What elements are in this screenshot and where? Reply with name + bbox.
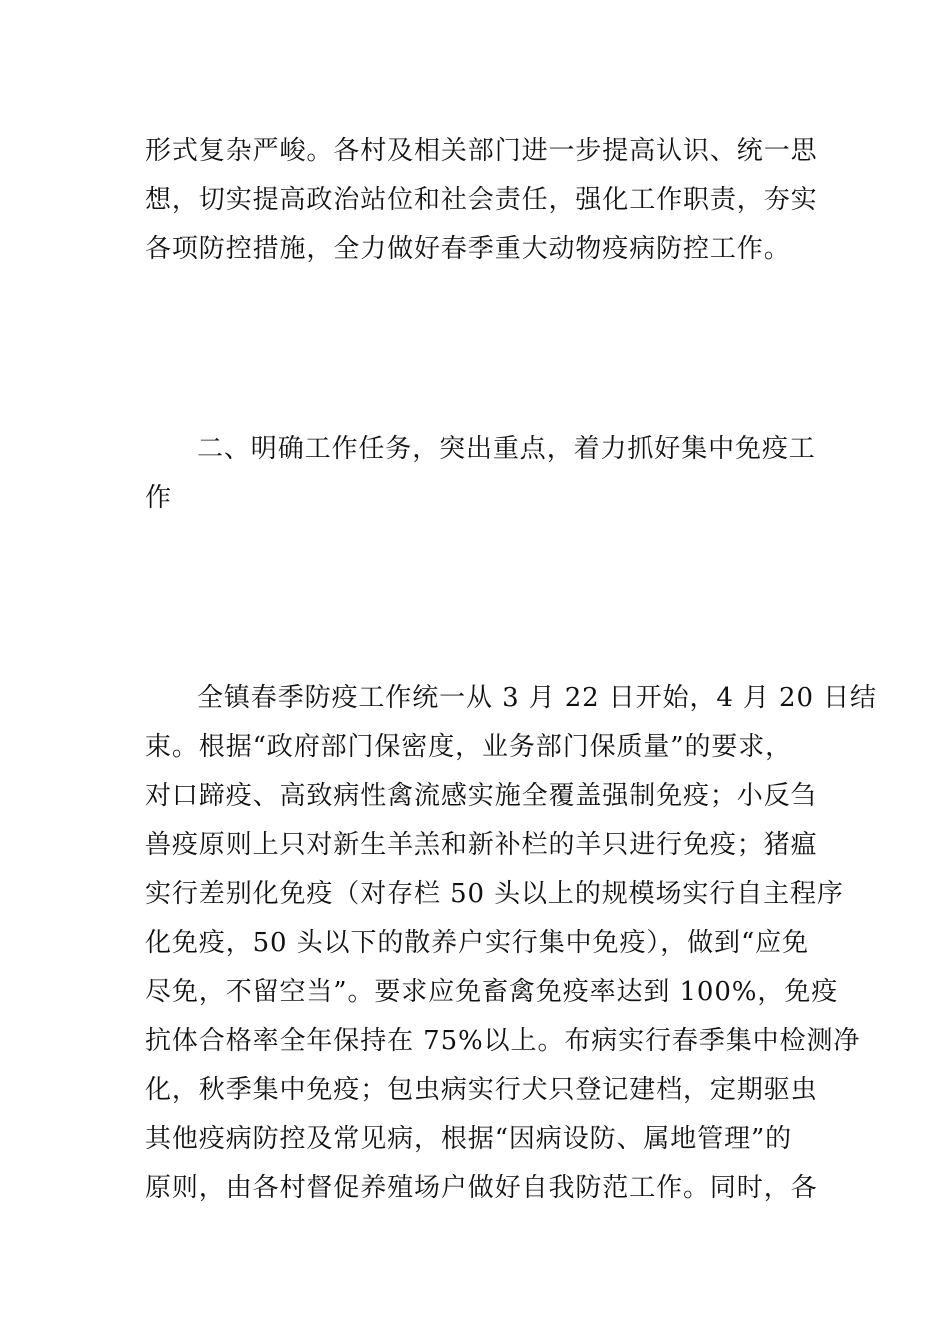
paragraph-3-line-5: 实行差别化免疫（对存栏 50 头以上的规模场实行自主程序 <box>145 879 844 909</box>
paragraph-3-line-7: 尽免，不留空当”。要求应免畜禽免疫率达到 100%，免疫 <box>145 977 839 1007</box>
paragraph-1-line-2: 想，切实提高政治站位和社会责任，强化工作职责，夯实 <box>145 185 818 215</box>
paragraph-3-line-2: 束。根据“政府部门保密度，业务部门保质量”的要求， <box>145 732 793 762</box>
paragraph-3-line-6: 化免疫，50 头以下的散养户实行集中免疫），做到“应免 <box>145 928 809 958</box>
paragraph-3-line-9: 化，秋季集中免疫；包虫病实行犬只登记建档，定期驱虫 <box>145 1075 818 1105</box>
section-heading-line-1: 二、明确工作任务，突出重点，着力抓好集中免疫工 <box>197 434 816 464</box>
paragraph-3-line-10: 其他疫病防控及常见病，根据“因病设防、属地管理”的 <box>145 1124 793 1154</box>
paragraph-3-line-1: 全镇春季防疫工作统一从 3 月 22 日开始，4 月 20 日结 <box>197 683 877 713</box>
paragraph-3-line-8: 抗体合格率全年保持在 75%以上。布病实行春季集中检测净 <box>145 1026 861 1056</box>
paragraph-3-line-3: 对口蹄疫、高致病性禽流感实施全覆盖强制免疫；小反刍 <box>145 781 818 811</box>
paragraph-3-line-4: 兽疫原则上只对新生羊羔和新补栏的羊只进行免疫；猪瘟 <box>145 830 818 860</box>
paragraph-1-line-1: 形式复杂严峻。各村及相关部门进一步提高认识、统一思 <box>145 136 818 166</box>
paragraph-3-line-11: 原则，由各村督促养殖场户做好自我防范工作。同时，各 <box>145 1173 818 1203</box>
section-heading-line-2: 作 <box>145 483 172 513</box>
paragraph-1-line-3: 各项防控措施，全力做好春季重大动物疫病防控工作。 <box>145 234 791 264</box>
